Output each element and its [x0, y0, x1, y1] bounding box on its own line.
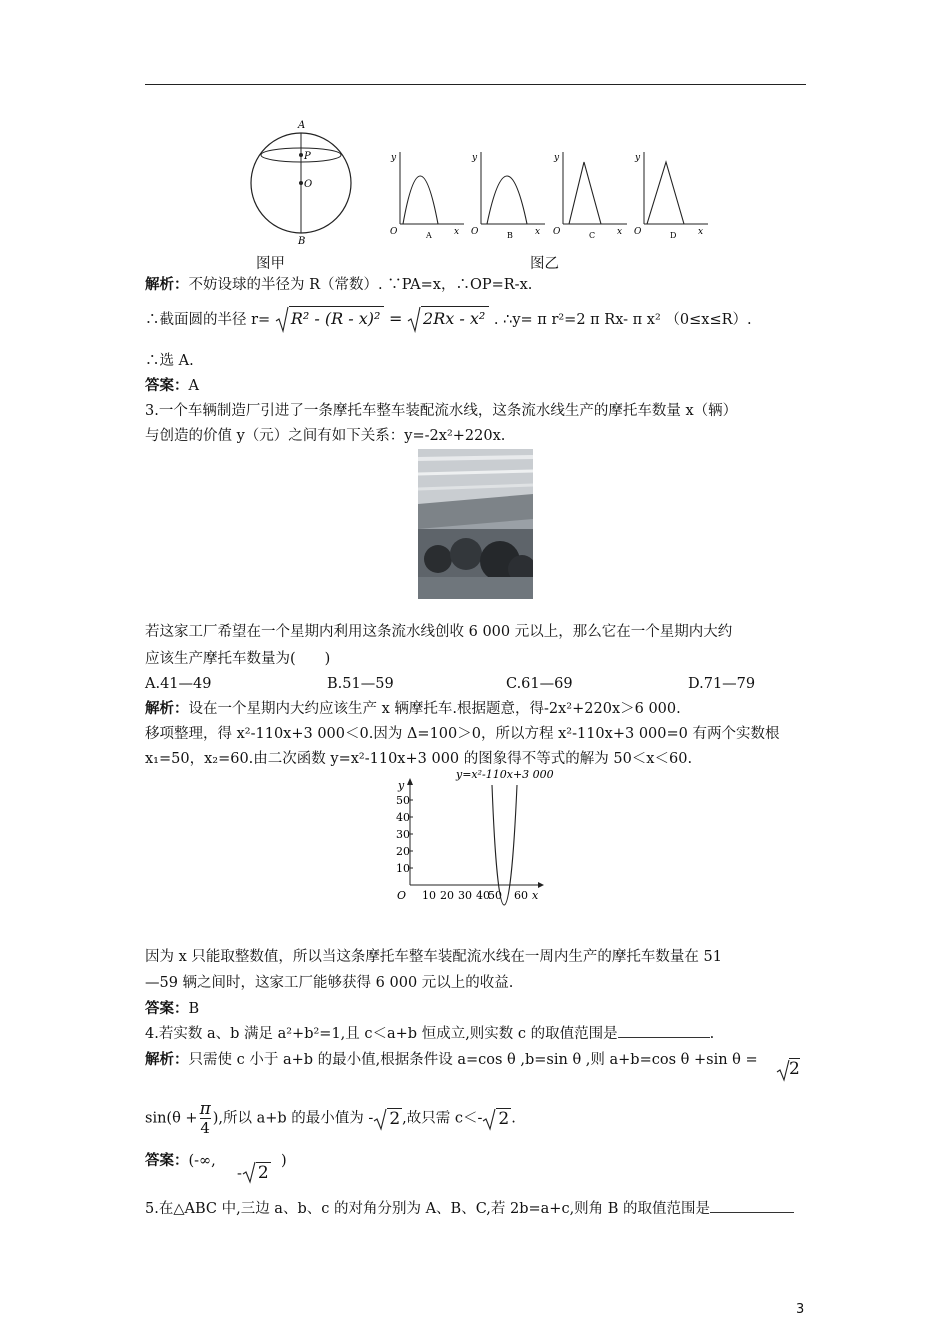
- graph-d-x: x: [698, 227, 704, 237]
- ans4-value: (-∞,: [188, 1153, 216, 1169]
- q3-line1: 3.一个车辆制造厂引进了一条摩托车整车装配流水线，这条流水线生产的摩托车数量 x（辆）: [145, 403, 738, 419]
- sqrt-sign-1: [275, 305, 289, 333]
- sol2-radicand1: R² - (R - x)²: [289, 306, 385, 328]
- sol2-line2: [145, 305, 752, 337]
- caption-left: 图甲: [256, 256, 285, 272]
- graph-b-x: x: [535, 227, 541, 237]
- ytick-50: 50: [396, 794, 410, 807]
- sol4-line2: [145, 1100, 516, 1144]
- sol4-frac: [200, 1100, 211, 1137]
- graph-a-x: x: [454, 227, 460, 237]
- label-o: O: [304, 179, 313, 190]
- graph-c-y: y: [554, 153, 560, 163]
- sol3-line3: x₁=50，x₂=60.由二次函数 y=x²-110x+3 000 的图象得不等式的解为 50＜x＜60.: [145, 751, 693, 767]
- ans3-label: 答案：: [145, 1000, 189, 1017]
- sol4-text1: 只需使 c 小于 a+b 的最小值,根据条件设 a=cos θ ,b=sin θ ,则 a+b=cos θ +sin θ =: [188, 1052, 758, 1068]
- xtick-40: 40: [476, 889, 490, 902]
- graph-d-letter: D: [670, 231, 677, 240]
- graph-d-o: O: [634, 227, 642, 237]
- ytick-30: 30: [396, 828, 410, 841]
- ans3-line: [145, 998, 199, 1020]
- sol4-mid: ),所以 a+b 的最小值为: [212, 1110, 364, 1127]
- q5-line1: [145, 1198, 794, 1220]
- sol2-eq: =: [389, 309, 403, 328]
- label-b: B: [298, 236, 306, 247]
- parabola-graph: [380, 765, 570, 940]
- sol4-frac-num: π: [199, 1099, 211, 1119]
- page-number: 3: [796, 1302, 805, 1317]
- parabola-title: y=x²-110x+3 000: [456, 768, 554, 781]
- ans4-sqrt2: 2: [257, 1163, 269, 1183]
- ans4-sqrt-part: [237, 1160, 271, 1188]
- ans4-line: [145, 1150, 216, 1180]
- ytick-40: 40: [396, 811, 410, 824]
- sol3-line2: 移项整理，得 x²-110x+3 000＜0.因为 Δ=100＞0，所以方程 x²-110x+3 000=0 有两个实数根: [145, 726, 780, 742]
- sol2-text1: 不妨设球的半径为 R（常数）. ∵PA=x，∴OP=R-x.: [188, 277, 533, 293]
- ytick-20: 20: [396, 845, 410, 858]
- xtick-30: 30: [458, 889, 472, 902]
- sol4-mid2: ,故只需 c＜: [402, 1110, 478, 1127]
- sphere-figure: [240, 110, 370, 250]
- graph-c-letter: C: [589, 231, 596, 240]
- graph-c: [551, 148, 631, 240]
- sol4-label: 解析：: [145, 1051, 189, 1068]
- ans2-label: 答案：: [145, 377, 189, 394]
- sol4-sqrt2-a: 2: [789, 1059, 800, 1079]
- ytick-10: 10: [396, 862, 410, 875]
- sol3-label: 解析：: [145, 700, 189, 717]
- graph-a-o: O: [390, 227, 398, 237]
- sqrt2-sign-a: [776, 1058, 790, 1082]
- sol4-line1: [145, 1049, 758, 1071]
- ans3-value: B: [188, 1001, 200, 1017]
- q5-answer-blank: [710, 1212, 794, 1213]
- graph-d-y: y: [635, 153, 641, 163]
- ans2-value: A: [188, 378, 199, 394]
- parabola-origin: O: [397, 889, 407, 902]
- q4-line1: [145, 1023, 714, 1045]
- parabola-x-label: x: [532, 889, 539, 902]
- q3-line4: 应该生产摩托车数量为( ): [145, 651, 331, 667]
- sol3-line1: [145, 698, 681, 720]
- parabola-y-label: y: [398, 779, 405, 792]
- q3-line2: 与创造的价值 y（元）之间有如下关系：y=-2x²+220x.: [145, 428, 506, 444]
- sol2-radicand2: 2Rx - x²: [421, 306, 489, 328]
- q4-text: 4.若实数 a、b 满足 a²+b²=1,且 c＜a+b 恒成立,则实数 c 的取值范围是: [145, 1026, 618, 1042]
- sqrt-sign-2: [407, 305, 421, 333]
- sol2-label: 解析：: [145, 276, 189, 293]
- label-a: A: [298, 120, 306, 131]
- graph-b-letter: B: [507, 231, 513, 240]
- xtick-20: 20: [440, 889, 454, 902]
- option-d: D.71—79: [688, 676, 756, 692]
- graph-a-letter: A: [426, 231, 432, 240]
- option-c: C.61—69: [506, 676, 573, 692]
- sqrt2-sign-d: [242, 1160, 256, 1184]
- sol4-end: .: [511, 1110, 516, 1127]
- sol2-pre: ∴截面圆的半径 r=: [145, 312, 271, 328]
- graph-a: [388, 148, 468, 240]
- sol4-sqrt2-c: 2: [498, 1108, 510, 1129]
- graph-c-o: O: [553, 227, 561, 237]
- sol4-neg2: -: [477, 1110, 483, 1127]
- ans4-label: 答案：: [145, 1152, 189, 1169]
- sol4-neg1: -: [368, 1110, 374, 1127]
- sol3-text1: 设在一个星期内大约应该生产 x 辆摩托车.根据题意，得-2x²+220x＞6 000.: [188, 701, 681, 717]
- sol2-line1: [145, 274, 532, 296]
- graph-a-y: y: [391, 153, 397, 163]
- sol3-line4: 因为 x 只能取整数值，所以当这条摩托车整车装配流水线在一周内生产的摩托车数量在 51: [145, 949, 722, 965]
- sol2-line3: ∴选 A.: [145, 353, 194, 369]
- q3-line3: 若这家工厂希望在一个星期内利用这条流水线创收 6 000 元以上，那么它在一个星期内大约: [145, 624, 733, 640]
- sqrt2-sign-c: [482, 1107, 496, 1131]
- sol3-line5: —59 辆之间时，这家工厂能够获得 6 000 元以上的收益.: [145, 975, 514, 991]
- header-rule: [145, 84, 806, 85]
- graph-b-y: y: [472, 153, 478, 163]
- sol4-frac-den: 4: [200, 1119, 210, 1137]
- graph-b: [469, 148, 549, 240]
- caption-right: 图乙: [530, 256, 559, 272]
- graph-b-o: O: [471, 227, 479, 237]
- motorcycle-assembly-photo: [418, 449, 533, 599]
- q4-end: .: [709, 1026, 715, 1042]
- ans2-line: [145, 375, 199, 397]
- sol4-sqrt2-b: 2: [389, 1108, 401, 1129]
- option-b: B.51—59: [327, 676, 394, 692]
- ans4-neg: -: [237, 1166, 242, 1182]
- q4-answer-blank: [618, 1037, 710, 1038]
- graph-c-x: x: [617, 227, 623, 237]
- label-p: P: [304, 151, 311, 162]
- xtick-60: 60: [514, 889, 528, 902]
- option-a: A.41—49: [145, 676, 212, 692]
- graph-d: [632, 148, 712, 240]
- sqrt2-sign-b: [373, 1107, 387, 1131]
- q5-text: 5.在△ABC 中,三边 a、b、c 的对角分别为 A、B、C,若 2b=a+c,则角 B 的取值范围是: [145, 1201, 711, 1217]
- parabola-curve: [492, 785, 517, 905]
- sol2-post: . ∴y= π r²=2 π Rx- π x² （0≤x≤R）.: [493, 312, 752, 328]
- parabola-x-ticks: [422, 889, 528, 902]
- xtick-10: 10: [422, 889, 436, 902]
- ans4-close: ): [281, 1153, 287, 1169]
- sol4-sin: sin(θ +: [145, 1110, 198, 1127]
- xtick-50: 50: [488, 889, 502, 902]
